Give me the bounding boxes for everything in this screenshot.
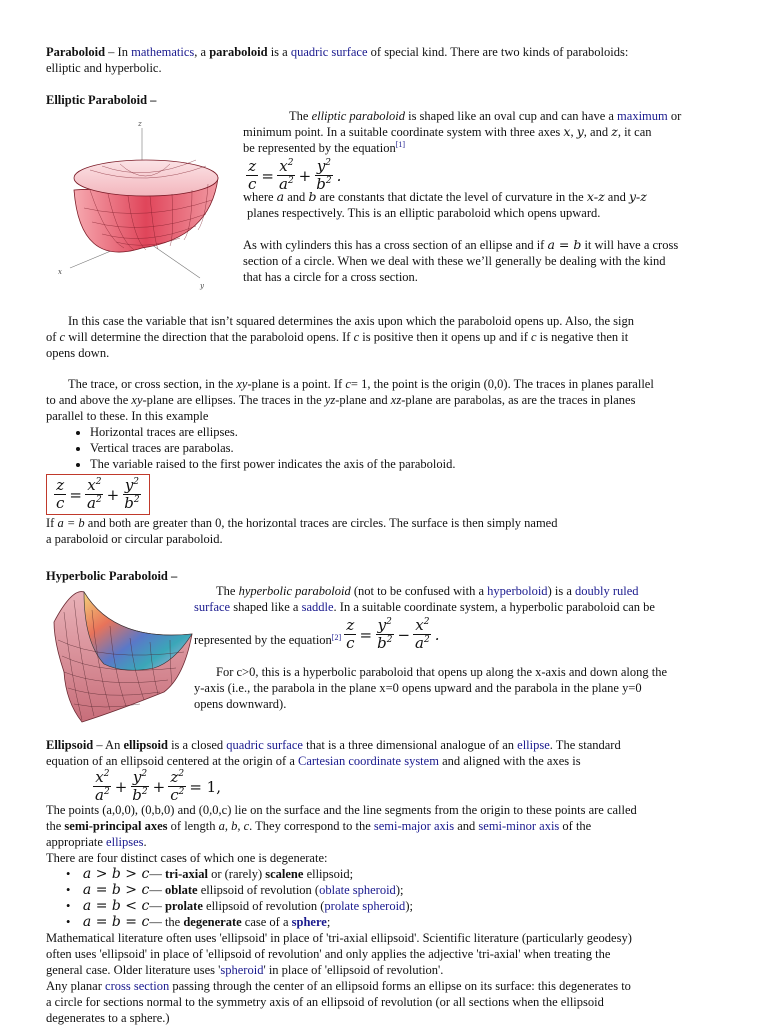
list-item: • Horizontal traces are ellipses. [90,424,736,440]
link-cartesian[interactable]: Cartesian coordinate system [298,754,439,768]
text: is positive then it opens up and if [359,330,531,344]
hyperbolic-line2 [194,599,754,615]
literature-para [46,930,736,978]
list-item: • The variable raised to the first power indicates the axis of the paraboloid. [90,456,736,472]
text: and [284,190,309,204]
elliptic-text [243,108,733,285]
text: ; [326,915,331,929]
text: (not to be confused with a [350,584,488,598]
term-ellipsoid: Ellipsoid [46,738,94,752]
link-quadric-surface[interactable]: quadric surface [290,45,368,59]
text: — [149,899,165,913]
text: , it can [617,125,652,139]
text: the [46,819,65,833]
link-ellipses[interactable]: ellipses [106,835,144,849]
text: and both are greater than 0, the horizontal traces are circles. The surface is then simply named [84,516,558,530]
hyperbolic-c-line2: y-axis (i.e., the parabola in the plane x=0 opens upward and the parabola in the plane y=0 [194,681,642,695]
hyperbolic-text [194,583,754,712]
text: The [216,584,239,598]
text: is shaped like an oval cup and can have a [404,109,618,123]
citation-1[interactable]: [1] [395,139,406,149]
text: or (rarely) [207,867,266,881]
text: opens down. [46,346,110,360]
text: ' in place of 'ellipsoid of revolution'. [263,963,444,977]
text: If [46,516,58,530]
link-surface[interactable]: surface [194,600,231,614]
text: -plane is a point. If [247,377,346,391]
link-doubly-ruled[interactable]: doubly ruled [575,584,639,598]
text: ) is a [547,584,575,598]
hyperbolic-equation-row [194,617,754,652]
text: are constants that dictate the level of curvature in the [316,190,587,204]
text: -plane are parabolas, as are the traces in planes [401,393,636,407]
link-cross-section[interactable]: cross section [105,979,170,993]
text: of the [559,819,592,833]
text: or [667,109,682,123]
cross-section-para [46,978,736,1026]
text: -plane and [335,393,391,407]
text: elliptic and hyperbolic. [46,61,162,75]
hyperbolic-line1 [194,583,754,599]
link-prolate-spheroid[interactable]: prolate spheroid [324,899,406,913]
link-oblate-spheroid[interactable]: oblate spheroid [319,883,396,897]
link-mathematics[interactable]: mathematics [131,45,195,59]
paraboloid-intro [46,44,726,76]
ellipsoid-intro [46,737,736,769]
bold-ellipsoid: ellipsoid [123,738,168,752]
text: , a [194,45,210,59]
term-paraboloid: Paraboloid [46,45,106,59]
link-ellipse[interactable]: ellipse [517,738,550,752]
case-math: a = b = c [82,914,150,930]
bold: tri-axial [164,867,208,881]
text: — the [149,915,184,929]
text: -plane are ellipses. The traces in the [142,393,325,407]
text: will determine the direction that the paraboloid opens. If [65,330,354,344]
trace-bullet-list [46,424,736,472]
equation-boxed: $\frac{z}{c}$ = $\frac{x^2}{a^2}$ + $\frac{y^2}{b^2}$ [46,474,150,515]
axis-label-z: z [138,120,142,128]
link-semi-minor-axis[interactable]: semi-minor axis [478,819,560,833]
text: ellipsoid of revolution ( [197,883,320,897]
text: and aligned with the axes is [438,754,581,768]
text: where [243,190,277,204]
elliptic-p1-line2: minimum point. In a suitable coordinate system with three axes x, y, and z, it can [243,124,652,139]
text: – In [105,45,132,59]
list-item: • Vertical traces are parabolas. [90,440,736,456]
text: appropriate [46,835,107,849]
em-elliptic-paraboloid: elliptic paraboloid [311,109,405,123]
text: general case. Older literature uses ' [46,963,221,977]
points-para: The points (a,0,0), (0,b,0) and (0,0,c) lie on the surface and the line segments from the origin to these points are called the semi-principal axes of length a, b, c. They correspond to the semi-major axis and semi-minor axis of the appropriate ellipses. There are four distinct cases of which one is degenerate: [46,803,637,865]
link-spheroid[interactable]: spheroid [220,963,264,977]
equation-elliptic: $\frac{z}{c}$ = $\frac{x^2}{a^2}$ + $\frac{y^2}{b^2}$ . [248,157,342,193]
text: it will have a cross [581,238,679,252]
text: passing through the center of an ellipsoid forms an ellipse on its surface: this degenerates to [169,979,631,993]
elliptic-paraboloid-figure [50,118,240,293]
text: case of a [241,915,292,929]
bold: prolate [164,899,203,913]
elliptic-where: where a and b are constants that dictate the level of curvature in the x-z and y-z [243,189,647,204]
text: — [149,867,165,881]
text: and [454,819,479,833]
text: of special kind. There are two kinds of paraboloids: [367,45,629,59]
axis-label-x: x [58,268,62,276]
bold: degenerate [183,915,242,929]
cases-list [46,866,736,930]
text: – An [93,738,124,752]
cylinder-para: As with cylinders this has a cross section of an ellipse and if a = b it will have a cross section of a circle. When we deal with these we’ll generally be dealing with the kind that has a circle for a cross section. [243,237,679,284]
em-hyperbolic-paraboloid: hyperbolic paraboloid [238,584,351,598]
list-item: • a > b > c— tri-axial or (rarely) scalene ellipsoid; [66,866,354,882]
text: . They correspond to the [249,819,374,833]
circle-para: If a = b and both are greater than 0, the horizontal traces are circles. The surface is then simply named a paraboloid or circular paraboloid. [46,516,558,546]
heading: Hyperbolic Paraboloid – [46,569,178,583]
text: a paraboloid or circular paraboloid. [46,532,223,546]
equation-hyperbolic: $\frac{z}{c}$ = $\frac{y^2}{b^2}$ − $\frac{x^2}{a^2}$ . [346,616,440,652]
text: ellipsoid; [303,867,354,881]
text: and [604,190,629,204]
text: is negative then it [536,330,629,344]
list-item: • a = b < c— prolate ellipsoid of revolution (prolate spheroid); [66,898,413,914]
text: ellipsoid of revolution ( [202,899,325,913]
text: . The standard [549,738,621,752]
text: of length [167,819,219,833]
case-math: a = b > c [82,882,150,898]
elliptic-heading [46,92,726,108]
text: to and above the [46,393,132,407]
text: represented by the equation [194,633,332,647]
text: a circle for sections normal to the symmetry axis of an ellipsoid of revolution (or all sections when the ellipsoid [46,995,604,1009]
text: ); [395,883,404,897]
text: , and [583,125,612,139]
bold: oblate [164,883,198,897]
text: section of a circle. When we deal with these we’ll generally be dealing with the kind [243,254,666,268]
elliptic-p1-line3 [243,140,733,156]
elliptic-where-line2: planes respectively. This is an elliptic paraboloid which opens upward. [247,206,601,220]
text: is a closed [167,738,227,752]
text: degenerates to a sphere.) [46,1011,170,1025]
text: For c>0, this is a hyperbolic paraboloid that opens up along the x-axis and down along the [216,665,668,679]
text: that is a three dimensional analogue of an [302,738,518,752]
text: There are four distinct cases of which one is degenerate: [46,851,328,865]
text: The points (a,0,0), (0,b,0) and (0,0,c) lie on the surface and the line segments from the origin to these points are called [46,803,637,817]
text: — [149,883,165,897]
text: Mathematical literature often uses 'ellipsoid' in place of 'tri-axial ellipsoid'. Scientific literature (particularly geodesy) [46,931,632,945]
text: . [143,835,147,849]
link-semi-major-axis[interactable]: semi-major axis [373,819,455,833]
text: = 1, the point is the origin (0,0). The traces in planes parallel [350,377,654,391]
axis-label-y: y [200,282,204,290]
elliptic-p1 [243,108,733,124]
text: equation of an ellipsoid centered at the origin of a [46,754,298,768]
text: parallel to these. In this example [46,409,209,423]
equation-ellipsoid: $\frac{x^2}{a^2}$ + $\frac{y^2}{b^2}$ + $\frac{z^2}{c^2}$ = 1, [95,768,221,804]
text: is a [267,45,291,59]
link-sphere[interactable]: sphere [291,915,327,929]
bold-semi-principal-axes: semi-principal axes [64,819,168,833]
hyperbolic-paraboloid-figure [44,582,194,732]
bold: scalene [265,867,304,881]
trace-para: The trace, or cross section, in the xy-plane is a point. If c= 1, the point is the origin (0,0). The traces in planes parallel to and above the xy-plane are ellipses. The traces in the yz-plane and xz-plane are parabolas, as are the traces in planes parallel to these. In this example • Horizontal traces are ellipses. • Vertical traces are parabolas. • The variable raised to the first power indicates the axis of the paraboloid. $\frac{z}{c}$ = $\frac{x^2}{a^2}$ + $\frac{y^2}{b^2}$ If a = b and both are greater than 0, the horizontal traces are circles. The surface is then simply named a paraboloid or circular paraboloid. [46,376,736,547]
text: often uses 'ellipsoid' in place of 'ellipsoid of revolution' and only applies the adjective 'tri-axial' when treating the [46,947,611,961]
citation-2[interactable]: [2] [331,633,342,642]
text: The [289,109,312,123]
case-math: a > b > c [82,866,150,882]
link-maximum[interactable]: maximum [617,109,668,123]
list-item: • a = b = c— the degenerate case of a sphere; [66,914,331,930]
text: . In a suitable coordinate system, a hyperbolic paraboloid can be [333,600,655,614]
text: shaped like a [230,600,302,614]
text: that has a circle for a cross section. [243,270,418,284]
text: In this case the variable that isn’t squared determines the axis upon which the paraboloid opens up. Also, the sign [68,314,634,328]
ellipsoid-section [46,737,736,1026]
link-saddle[interactable]: saddle [301,600,334,614]
text: The trace, or cross section, in the [68,377,237,391]
text: ); [405,899,413,913]
text: of [46,330,60,344]
bold-paraboloid: paraboloid [209,45,268,59]
heading: Elliptic Paraboloid – [46,93,157,107]
case-math: a = b < c [82,898,150,914]
variable-para: In this case the variable that isn’t squared determines the axis upon which the paraboloid opens up. Also, the sign of c will determine the direction that the paraboloid opens. If c is positive then it opens up and if c is negative then it opens down. [46,314,634,360]
hyperbolic-c-line3: opens downward). [194,697,287,711]
hyperbolic-c-para [194,664,754,680]
text: minimum point. In a suitable coordinate system with three axes [243,125,564,139]
link-hyperboloid[interactable]: hyperboloid [487,584,548,598]
document-page [46,44,726,108]
list-item: • a = b > c— oblate ellipsoid of revolution (oblate spheroid); [66,882,404,898]
text: be represented by the equation [243,141,396,155]
text: Any planar [46,979,106,993]
link-quadric-surface-2[interactable]: quadric surface [226,738,303,752]
text: As with cylinders this has a cross section of an ellipse and if [243,238,548,252]
